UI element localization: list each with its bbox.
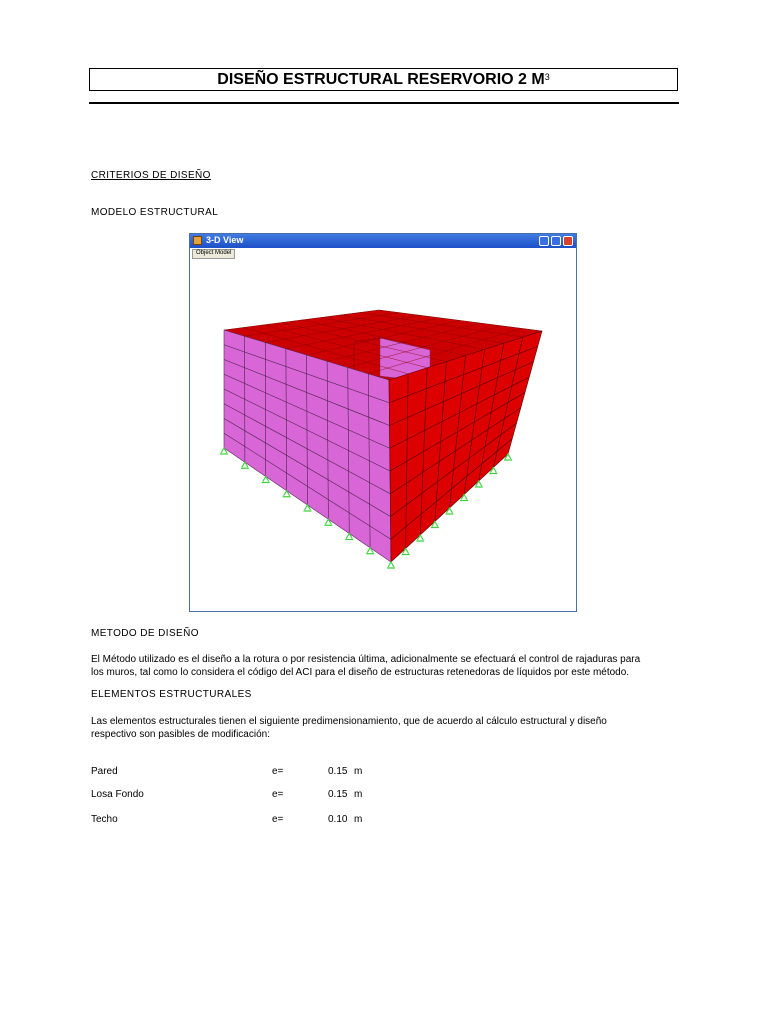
reservoir-3d-model [190,258,576,611]
dimension-name: Pared [91,766,118,777]
dimension-value: 0.15 [328,766,348,777]
close-icon[interactable] [563,236,573,246]
support-icon [387,562,395,568]
elementos-line-2: respectivo son pasibles de modificación: [91,729,270,740]
maximize-icon[interactable] [551,236,561,246]
tab-object-model[interactable]: Object Model [192,249,235,259]
dimension-name: Losa Fondo [91,789,144,800]
dimension-value: 0.15 [328,789,348,800]
heading-elementos: ELEMENTOS ESTRUCTURALES [91,689,252,700]
title-text: DISEÑO ESTRUCTURAL RESERVORIO 2 M [217,71,545,88]
heading-metodo: METODO DE DISEÑO [91,628,199,639]
dimension-unit: m [354,814,363,825]
metodo-paragraph [91,653,691,679]
dimension-name: Techo [91,814,118,825]
dimension-value: 0.10 [328,814,348,825]
window-titlebar[interactable] [190,234,576,248]
dimension-unit: m [354,789,363,800]
dimension-label: e= [272,766,284,777]
title-rule [89,102,679,104]
elementos-paragraph [91,715,691,741]
document-title [89,68,678,91]
heading-criterios: CRITERIOS DE DISEÑO [91,170,211,181]
dimension-label: e= [272,814,284,825]
dimension-unit: m [354,766,363,777]
sap-3d-view-window[interactable] [189,233,577,612]
heading-modelo: MODELO ESTRUCTURAL [91,207,219,218]
metodo-line-1: El Método utilizado es el diseño a la rotura o por resistencia última, adicionalmente se efectuará el control de rajaduras para [91,654,641,665]
elementos-line-1: Las elementos estructurales tienen el siguiente predimensionamiento, que de acuerdo al cálculo estructural y diseño [91,716,607,727]
window-title: 3-D View [206,235,244,245]
metodo-line-2: los muros, tal como lo considera el código del ACI para el diseño de estructuras retenedoras de líquidos por este método. [91,667,630,678]
dimension-label: e= [272,789,284,800]
app-icon [193,236,202,245]
minimize-icon[interactable] [539,236,549,246]
title-superscript: 3 [544,72,550,82]
